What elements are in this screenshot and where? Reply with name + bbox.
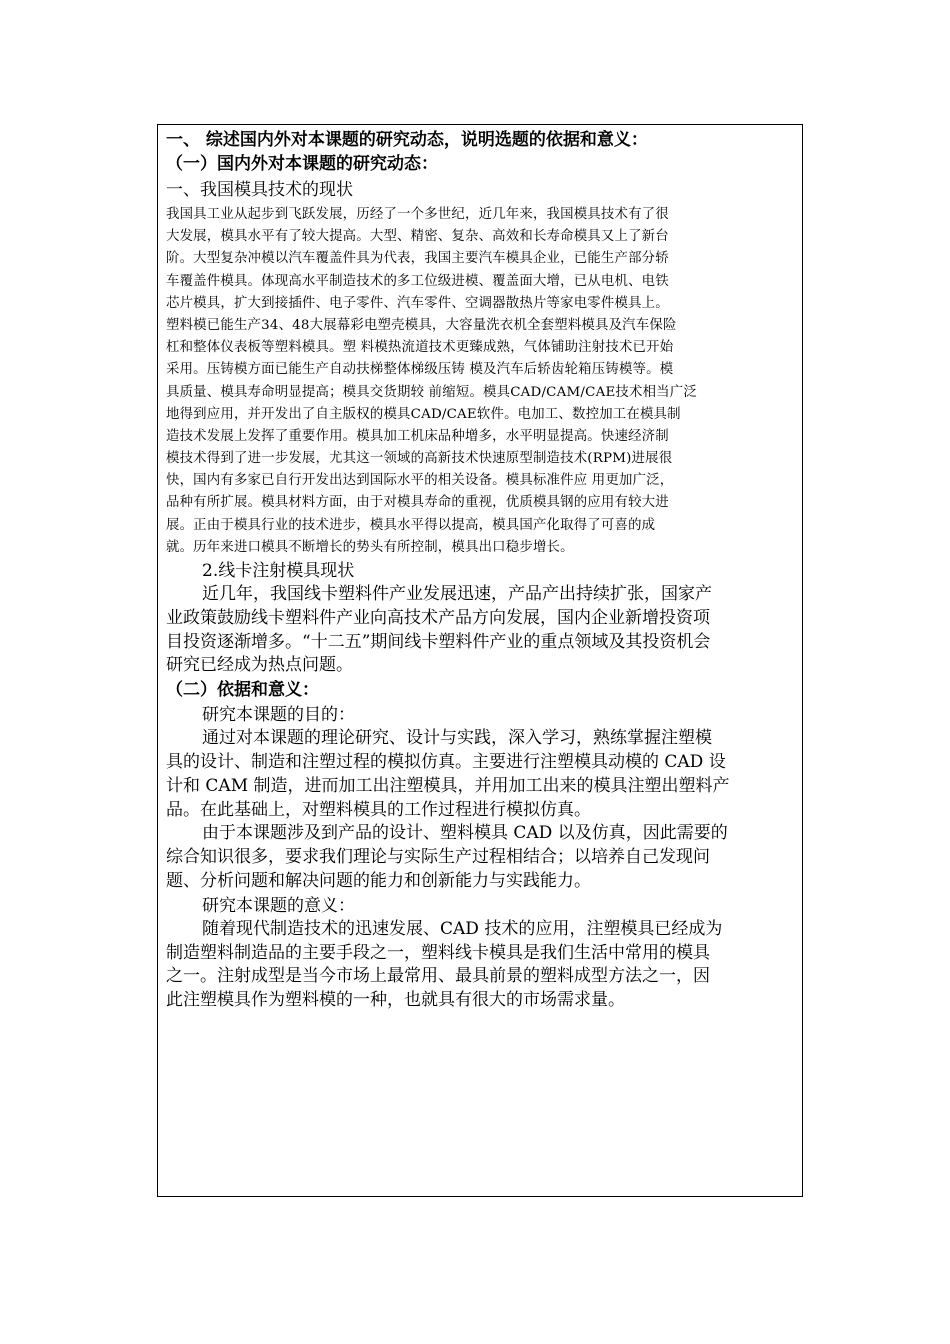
paragraph-line: 计和 CAM 制造，进而加工出注塑模具，并用加工出来的模具注塑出塑料产 [166, 775, 730, 796]
paragraph-line: 品种有所扩展。模具材料方面，由于对模具寿命的重视，优质模具钢的应用有较大进 [166, 495, 669, 511]
paragraph-line: 具质量、模具寿命明显提高；模具交货期较 前缩短。模具CAD/CAM/CAE技术相当广泛 [166, 384, 697, 400]
paragraph-line: 此注塑模具作为塑料模的一种，也就具有很大的市场需求量。 [166, 990, 625, 1011]
paragraph-line: 杠和整体仪表板等塑料模具。塑 料模热流道技术更臻成熟，气体铺助注射技术已开始 [166, 340, 674, 356]
paragraph-meaning [166, 918, 794, 1013]
paragraph-line: 模技术得到了进一步发展，尤其这一领域的高新技术快速原型制造技术(RPM)进展很 [166, 451, 673, 467]
section-title: 一、 综述国内外对本课题的研究动态，说明选题的依据和意义： [166, 130, 648, 150]
part1-title: （一）国内外对本课题的研究动态： [166, 154, 438, 174]
paragraph-clip-mold-status [166, 583, 794, 678]
paragraph-line: 芯片模具，扩大到接插件、电子零件、汽车零件、空调器散热片等家电零件模具上。 [166, 295, 669, 311]
paragraph-line: 题、分析问题和解决问题的能力和创新能力与实践能力。 [166, 870, 591, 891]
paragraph-line: 阶。大型复杂冲模以汽车覆盖件具为代表，我国主要汽车模具企业，已能生产部分轿 [166, 251, 669, 267]
paragraph-line: 车覆盖件模具。体现高水平制造技术的多工位级进模、覆盖面大增，已从电机、电铁 [166, 273, 669, 289]
paragraph-purpose [166, 727, 794, 822]
content-frame [157, 124, 803, 1197]
paragraph-line: 展。正由于模具行业的技术进步，模具水平得以提高，模具国产化取得了可喜的成 [166, 517, 656, 533]
paragraph-line: 目投资逐渐增多。“十二五”期间线卡塑料件产业的重点领域及其投资机会 [166, 631, 711, 652]
paragraph-line: 研究已经成为热点问题。 [166, 655, 353, 676]
paragraph-line: 通过对本课题的理论研究、设计与实践，深入学习，熟练掌握注塑模 [202, 728, 712, 749]
paragraph-line: 近几年，我国线卡塑料件产业发展迅速，产品产出持续扩张，国家产 [202, 584, 712, 604]
paragraph-line: 之一。注射成型是当今市场上最常用、最具前景的塑料成型方法之一，因 [166, 966, 710, 987]
paragraph-line: 业政策鼓励线卡塑料件产业向高技术产品方向发展，国内企业新增投资项 [166, 607, 710, 628]
paragraph-line: 就。历年来进口模具不断增长的势头有所控制，模具出口稳步增长。 [166, 539, 574, 555]
paragraph-line: 综合知识很多，要求我们理论与实际生产过程相结合；以培养自己发现问 [166, 847, 710, 868]
part2-title: （二）依据和意义： [166, 680, 319, 701]
paragraph-line: 塑料模已能生产34、48大展幕彩电塑壳模具，大容量洗衣机全套塑料模具及汽车保险 [166, 317, 677, 333]
document-body [166, 129, 794, 1013]
paragraph-line: 具的设计、制造和注塑过程的模拟仿真。主要进行注塑模具动模的 CAD 设 [166, 751, 726, 772]
sub1-title: 一、我国模具技术的现状 [166, 180, 353, 200]
purpose-title: 研究本课题的目的： [202, 705, 355, 726]
paragraph-line: 我国具工业从起步到飞跃发展，历经了一个多世纪，近几年来，我国模具技术有了很 [166, 207, 669, 222]
paragraph-line: 采用。压铸模方面已能生产自动扶梯整体梯级压铸 模及汽车后轿齿轮箱压铸模等。模 [166, 362, 674, 378]
paragraph-line: 造技术发展上发挥了重要作用。模具加工机床品种增多，水平明显提高。快速经济制 [166, 428, 669, 444]
paragraph-line: 由于本课题涉及到产品的设计、塑料模具 CAD 以及仿真，因此需要的 [202, 823, 728, 844]
paragraph-knowledge [166, 822, 794, 893]
sub2-title: 2.线卡注射模具现状 [202, 561, 355, 581]
paragraph-line: 大发展，模具水平有了较大提高。大型、精密、复杂、高效和长寿命模具又上了新台 [166, 229, 669, 245]
paragraph-line: 品。在此基础上，对塑料模具的工作过程进行模拟仿真。 [166, 799, 591, 820]
paragraph-line: 快，国内有多家已自行开发出达到国际水平的相关设备。模具标准件应 用更加广泛， [166, 473, 674, 489]
meaning-title: 研究本课题的意义： [202, 895, 355, 916]
paragraph-line: 地得到应用，并开发出了自主版权的模具CAD/CAE软件。电加工、数控加工在模具制 [166, 406, 681, 422]
paragraph-line: 制造塑料制造品的主要手段之一，塑料线卡模具是我们生活中常用的模具 [166, 942, 710, 963]
paragraph-mold-status [166, 204, 794, 559]
paragraph-line: 随着现代制造技术的迅速发展、CAD 技术的应用，注塑模具已经成为 [202, 918, 723, 939]
